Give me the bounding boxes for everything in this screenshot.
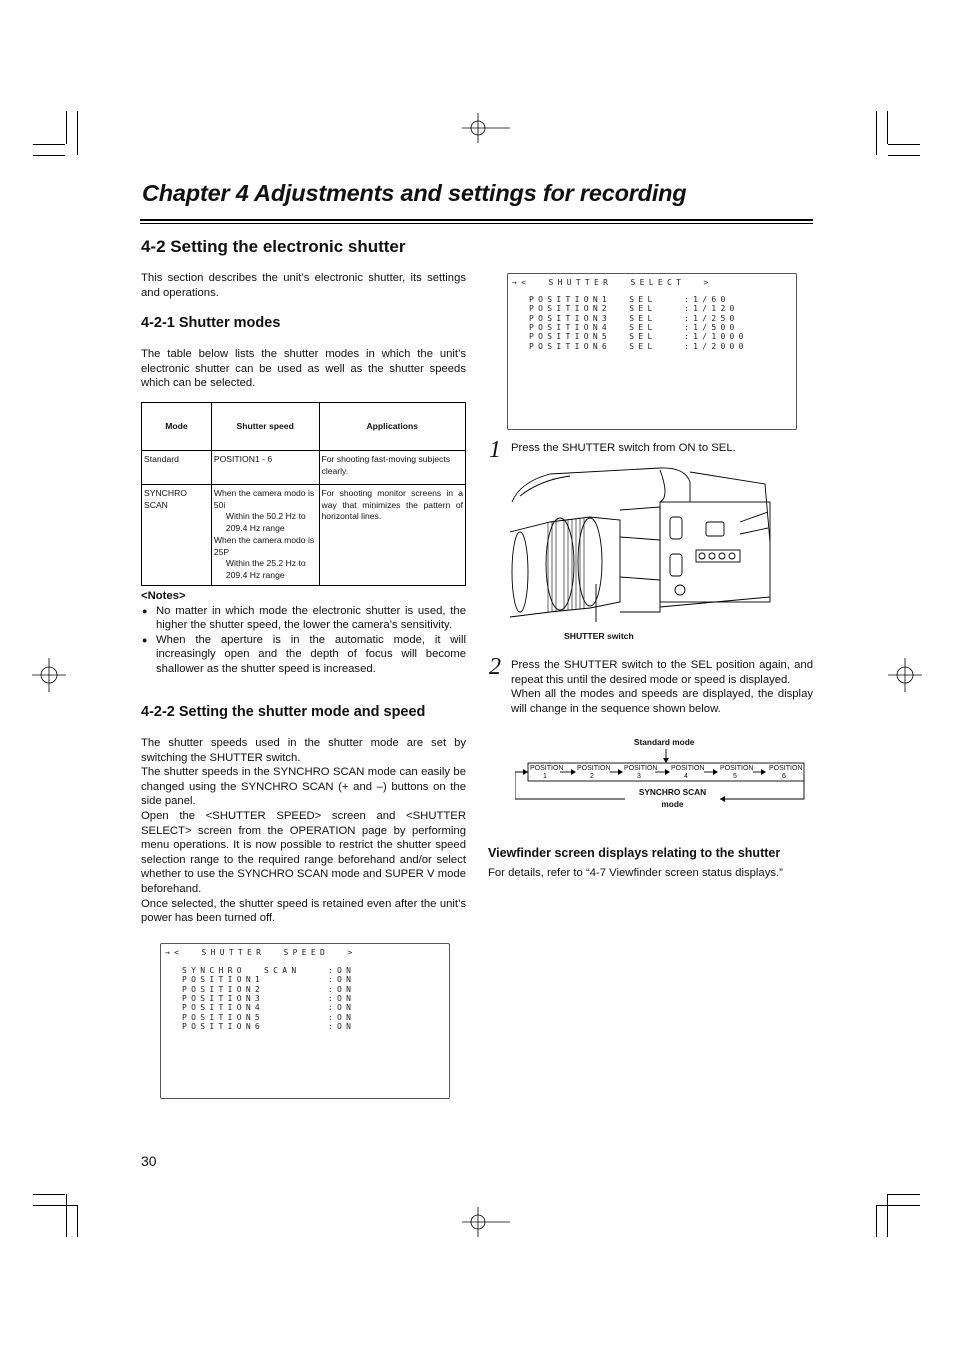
registration-mark-icon bbox=[462, 1207, 510, 1237]
sequence-position bbox=[671, 765, 705, 780]
chapter-rule bbox=[140, 223, 813, 224]
table-cell-applications: For shooting monitor screens in a way that minimizes the pattern of horizontal lines. bbox=[319, 485, 465, 586]
paragraph: The shutter speeds in the SYNCHRO SCAN mode can easily be changed using the SYNCHRO SCAN (+ and –) buttons on the side panel. bbox=[141, 766, 466, 808]
speed-line: When the camera modo is 25P bbox=[213, 534, 315, 557]
sequence-position bbox=[577, 765, 611, 780]
speed-line: When the camera modo is 50i bbox=[213, 488, 315, 510]
position-word: POSITION bbox=[671, 765, 705, 772]
synchro-label-line: mode bbox=[661, 799, 684, 809]
table-row bbox=[142, 451, 466, 485]
shutter-modes-table bbox=[141, 402, 466, 586]
table-header-mode: Mode bbox=[142, 403, 212, 451]
registration-mark-icon bbox=[888, 658, 922, 692]
menu-row: POSITION6 :ON bbox=[182, 1021, 356, 1031]
paragraph: Once selected, the shutter speed is retained even after the unit’s power has been turned off. bbox=[141, 897, 466, 925]
mode-line: SYNCHRO bbox=[144, 488, 187, 498]
menu-title: →< SHUTTER SELECT > bbox=[512, 278, 713, 287]
menu-row: SYNCHRO SCAN :ON bbox=[182, 966, 356, 975]
table-cell-mode: Standard bbox=[142, 451, 212, 485]
speed-line: Within the 50.2 Hz to 209.4 Hz range bbox=[225, 511, 306, 534]
subsection-title-setting-mode: 4-2-2 Setting the shutter mode and speed bbox=[141, 704, 426, 720]
shutter-select-screen bbox=[507, 273, 797, 430]
position-word: POSITION bbox=[577, 765, 611, 772]
paragraph: Press the SHUTTER switch to the SEL position again, and repeat this until the desired mode or speed is displayed. bbox=[511, 659, 813, 686]
camera-illustration bbox=[510, 462, 772, 622]
page-number: 30 bbox=[141, 1153, 157, 1169]
sequence-position bbox=[769, 765, 803, 780]
note-item: ● No matter in which mode the electronic shutter is used, the higher the shutter speed, the lower the camera’s sensitivity. bbox=[141, 604, 466, 633]
registration-mark-icon bbox=[32, 658, 66, 692]
paragraph: The shutter speeds used in the shutter mode are set by switching the SHUTTER switch. bbox=[141, 737, 466, 764]
position-word: POSITION bbox=[530, 765, 564, 772]
chapter-rule bbox=[140, 219, 813, 221]
sequence-position bbox=[720, 765, 754, 780]
figure-caption: SHUTTER switch bbox=[564, 631, 634, 641]
menu-row: POSITION4 SEL :1/500 bbox=[529, 322, 739, 332]
menu-row: POSITION5 SEL :1/1000 bbox=[529, 332, 748, 342]
viewfinder-title: Viewfinder screen displays relating to the shutter bbox=[488, 846, 781, 860]
position-word: POSITION bbox=[720, 765, 754, 772]
menu-title: →< SHUTTER SPEED > bbox=[165, 948, 357, 957]
table-header-speed: Shutter speed bbox=[211, 403, 319, 451]
position-number: 1 bbox=[543, 772, 547, 780]
paragraph: When all the modes and speeds are displayed, the display will change in the sequence shown below. bbox=[511, 688, 813, 715]
position-number: 4 bbox=[684, 772, 688, 780]
registration-mark-icon bbox=[462, 113, 510, 143]
step-number: 1 bbox=[489, 437, 501, 463]
table-cell-mode bbox=[142, 485, 212, 586]
position-word: POSITION bbox=[624, 765, 658, 772]
chapter-title: Chapter 4 Adjustments and settings for recording bbox=[142, 180, 687, 206]
position-word: POSITION bbox=[769, 765, 803, 772]
step-number: 2 bbox=[489, 654, 501, 680]
note-item: ● When the aperture is in the automatic mode, it will increasingly open and the depth of focus will become shallower as the shutter speed is increased. bbox=[141, 633, 466, 677]
notes bbox=[141, 589, 466, 677]
menu-row: POSITION1 SEL :1/60 bbox=[529, 295, 730, 304]
position-number: 3 bbox=[637, 772, 641, 780]
table-header-applications: Applications bbox=[319, 403, 465, 451]
shutter-speed-screen bbox=[160, 943, 450, 1099]
paragraph: Open the <SHUTTER SPEED> screen and <SHUTTER SELECT> screen from the OPERATION page by performing menu operations. It is now possible to restrict the shutter speed selection range to the required range beforehand and/or select whether to use the SYNCHRO SCAN mode and SUPER V mode beforehand. bbox=[141, 809, 466, 895]
menu-row: POSITION3 SEL :1/250 bbox=[529, 313, 739, 323]
subsection-title-shutter-modes: 4-2-1 Shutter modes bbox=[141, 315, 281, 331]
menu-row: POSITION5 :ON bbox=[182, 1012, 356, 1022]
menu-row: POSITION2 :ON bbox=[182, 984, 356, 994]
notes-label: <Notes> bbox=[141, 590, 186, 602]
menu-row: POSITION1 :ON bbox=[182, 975, 356, 985]
position-number: 2 bbox=[590, 772, 594, 780]
table-header-row bbox=[142, 403, 466, 451]
sequence-position bbox=[624, 765, 658, 780]
synchro-scan-label bbox=[625, 786, 720, 810]
table-cell-speed: POSITION1 - 6 bbox=[211, 451, 319, 485]
step-text bbox=[511, 658, 813, 716]
section-intro: This section describes the unit’s electronic shutter, its settings and operations. bbox=[141, 272, 466, 299]
menu-row: POSITION2 SEL :1/120 bbox=[529, 304, 739, 314]
synchro-label-line: SYNCHRO SCAN bbox=[638, 787, 707, 797]
position-number: 6 bbox=[782, 772, 786, 780]
table-cell-applications: For shooting fast-moving subjects clearly. bbox=[319, 451, 465, 485]
standard-mode-label: Standard mode bbox=[634, 737, 695, 747]
table-cell-speed bbox=[211, 485, 319, 586]
menu-row: POSITION3 :ON bbox=[182, 993, 356, 1003]
mode-line: SCAN bbox=[144, 499, 168, 510]
position-number: 5 bbox=[733, 772, 737, 780]
table-row bbox=[142, 485, 466, 586]
sequence-position bbox=[530, 765, 564, 780]
menu-row: POSITION6 SEL :1/2000 bbox=[529, 341, 748, 351]
section-title: 4-2 Setting the electronic shutter bbox=[141, 237, 406, 256]
viewfinder-body: For details, refer to “4-7 Viewfinder screen status displays.” bbox=[488, 867, 783, 879]
menu-row: POSITION4 :ON bbox=[182, 1003, 356, 1013]
subsection-body bbox=[141, 736, 466, 926]
speed-line: Within the 25.2 Hz to 209.4 Hz range bbox=[225, 558, 306, 580]
mode-sequence-diagram bbox=[515, 735, 815, 813]
step-text: Press the SHUTTER switch from ON to SEL. bbox=[511, 442, 736, 454]
subsection-body: The table below lists the shutter modes in which the unit’s electronic shutter can be used as well as the shutter speeds which can be selected. bbox=[141, 348, 466, 390]
